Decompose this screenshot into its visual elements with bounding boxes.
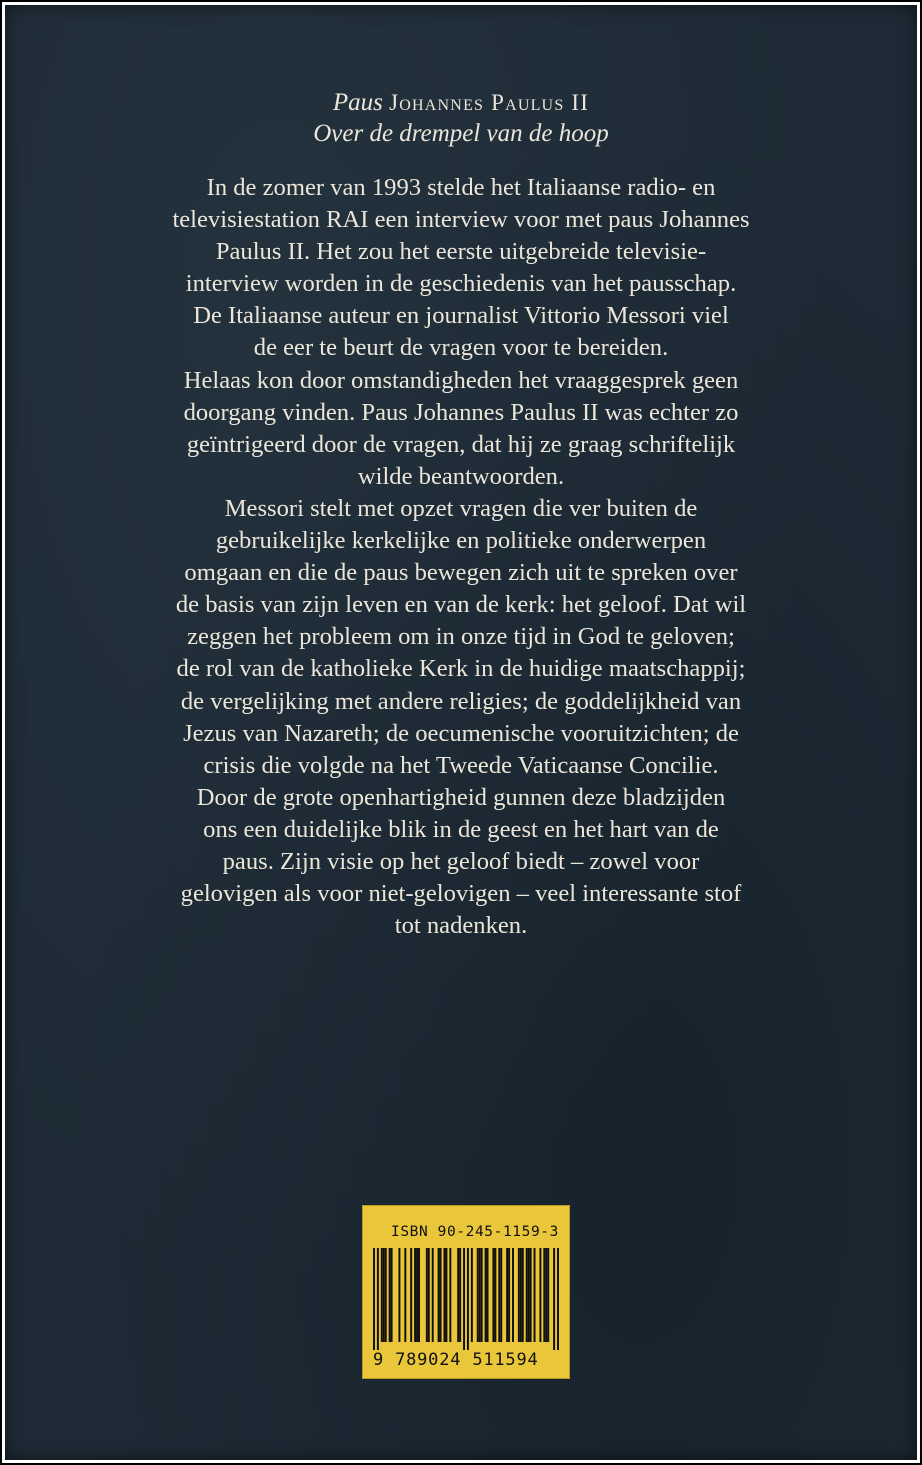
blurb-line: Messori stelt met opzet vragen die ver buiten de <box>224 494 698 522</box>
barcode-bar <box>547 1248 549 1342</box>
barcode-bar <box>534 1248 536 1342</box>
blurb-line: gebruikelijke kerkelijke en politieke onderwerpen <box>215 527 707 555</box>
barcode-bar <box>391 1248 393 1342</box>
barcode-bar <box>410 1248 412 1342</box>
blurb-line: Helaas kon door omstandigheden het vraaggesprek geen <box>183 366 739 394</box>
blurb-line: televisiestation RAI een interview voor met paus Johannes <box>172 206 750 234</box>
barcode-icon <box>373 1248 559 1350</box>
blurb-line: de basis van zijn leven en van de kerk: het geloof. Dat wil <box>175 591 747 619</box>
barcode-bar <box>418 1248 420 1342</box>
blurb-line: de rol van de katholieke Kerk in de huidige maatschappij; <box>176 655 746 683</box>
blurb-line: doorgang vinden. Paus Johannes Paulus II was echter zo <box>183 398 739 426</box>
blurb-line: In de zomer van 1993 stelde het Italiaanse radio- en <box>206 174 716 201</box>
barcode-bar <box>389 1248 391 1342</box>
author-line <box>0 88 922 118</box>
barcode-bar <box>539 1248 541 1342</box>
barcode-bar <box>492 1248 494 1342</box>
blurb-text <box>120 172 802 942</box>
barcode-bar <box>498 1248 500 1342</box>
barcode-bar <box>477 1248 479 1342</box>
barcode-bar <box>443 1248 445 1342</box>
blurb-line: tot nadenken. <box>394 912 528 940</box>
barcode-bar <box>457 1248 459 1342</box>
barcode-bar <box>428 1248 430 1342</box>
barcode-bar <box>530 1248 532 1342</box>
barcode-bar <box>522 1248 524 1342</box>
ean-number: 9 789024 511594 <box>373 1350 539 1370</box>
barcode-bar <box>520 1248 522 1342</box>
barcode-bar <box>383 1248 385 1342</box>
barcode-bar <box>416 1248 418 1342</box>
cover-header <box>0 88 922 150</box>
barcode-bar <box>463 1248 465 1350</box>
barcode-bar <box>545 1248 547 1342</box>
blurb-line: omgaan en die de paus bewegen zich uit te spreken over <box>184 559 738 587</box>
barcode-bar <box>438 1248 440 1342</box>
barcode-bar <box>479 1248 481 1342</box>
barcode-bar <box>526 1248 528 1342</box>
isbn-number: ISBN 90-245-1159-3 <box>391 1224 559 1240</box>
barcode-bar <box>440 1248 442 1342</box>
barcode-bar <box>414 1248 416 1342</box>
barcode-bar <box>377 1248 379 1350</box>
barcode-bar <box>557 1248 559 1350</box>
barcode-bar <box>426 1248 428 1342</box>
barcode-bar <box>487 1248 489 1342</box>
blurb-line: zeggen het probleem om in onze tijd in God te geloven; <box>187 623 735 651</box>
barcode-bar <box>494 1248 496 1342</box>
barcode-bar <box>508 1248 510 1342</box>
blurb-line: de eer te beurt de vragen voor te bereiden. <box>253 334 669 362</box>
blurb-line: wilde beantwoorden. <box>357 462 565 490</box>
barcode-bar <box>445 1248 447 1342</box>
blurb-line: gelovigen als voor niet-gelovigen – veel interessante stof <box>180 880 742 908</box>
book-title: Over de drempel van de hoop <box>313 120 609 147</box>
barcode-bar <box>459 1248 461 1342</box>
author-prefix: Paus <box>332 89 383 116</box>
barcode-bar <box>506 1248 508 1342</box>
barcode-bar <box>449 1248 451 1342</box>
barcode-bar <box>381 1248 383 1342</box>
author-name: Johannes Paulus II <box>389 90 590 115</box>
barcode-bar <box>398 1248 400 1342</box>
barcode-bar <box>528 1248 530 1342</box>
barcode-bar <box>543 1248 545 1342</box>
blurb-line: ons een duidelijke blik in de geest en het hart van de <box>203 815 719 843</box>
barcode-bar <box>518 1248 520 1342</box>
barcode-bar <box>553 1248 555 1350</box>
blurb-line: interview worden in de geschiedenis van het pausschap. <box>185 270 737 298</box>
barcode-bar <box>481 1248 483 1342</box>
barcode-bar <box>432 1248 434 1342</box>
barcode-bar <box>512 1248 514 1342</box>
barcode-bar <box>485 1248 487 1342</box>
barcode-bar <box>500 1248 502 1342</box>
blurb-line: paus. Zijn visie op het geloof biedt – zowel voor <box>222 847 700 875</box>
blurb-line: Jezus van Nazareth; de oecumenische vooruitzichten; de <box>183 719 739 747</box>
barcode-bar <box>373 1248 375 1350</box>
barcode-label <box>362 1205 570 1379</box>
blurb-line: de vergelijking met andere religies; de goddelijkheid van <box>180 687 742 715</box>
blurb-line: Paulus II. Het zou het eerste uitgebreide televisie- <box>215 238 707 266</box>
blurb-line: crisis die volgde na het Tweede Vaticaanse Concilie. <box>203 751 719 779</box>
blurb-line: De Italiaanse auteur en journalist Vittorio Messori viel <box>193 302 729 330</box>
barcode-bar <box>404 1248 406 1342</box>
blurb-line: Door de grote openhartigheid gunnen deze bladzijden <box>196 783 726 811</box>
blurb-line: geïntrigeerd door de vragen, dat hij ze graag schriftelijk <box>186 430 736 458</box>
barcode-bar <box>385 1248 387 1342</box>
barcode-bar <box>471 1248 473 1342</box>
barcode-bar <box>467 1248 469 1350</box>
